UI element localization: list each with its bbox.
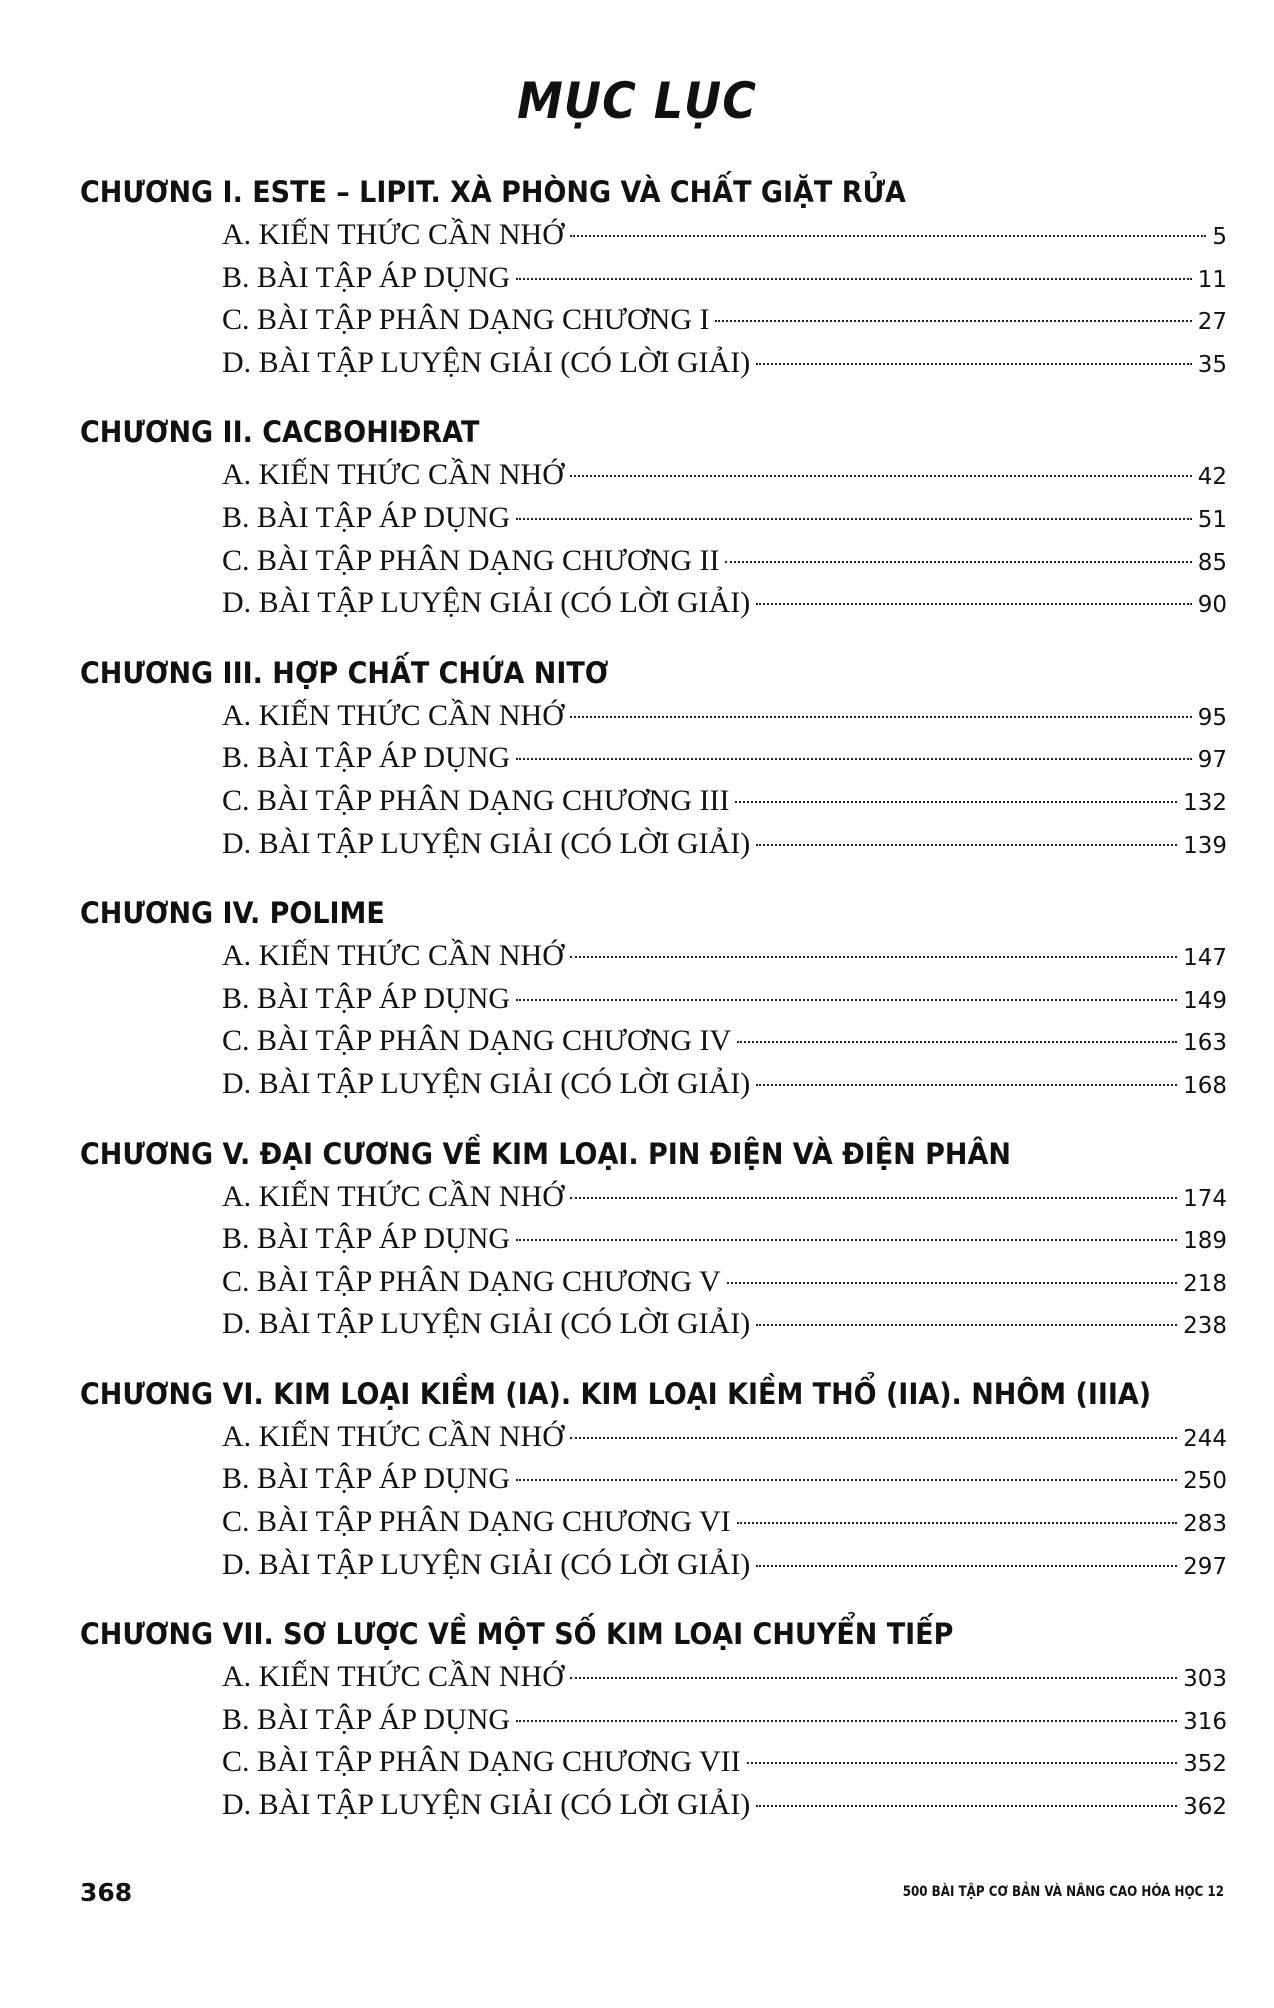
entry-page-number: 11 <box>1197 266 1227 293</box>
entry-page-number: 316 <box>1183 1708 1227 1735</box>
toc-entry[interactable] <box>222 1416 1227 1459</box>
toc-entry[interactable] <box>222 1501 1227 1544</box>
dot-leader <box>737 1041 1177 1043</box>
entry-label: A. KIẾN THỨC CẦN NHỚ <box>222 1179 564 1213</box>
toc-entry[interactable] <box>222 1458 1227 1501</box>
toc-entry[interactable] <box>222 1063 1227 1106</box>
entry-page-number: 244 <box>1183 1425 1227 1452</box>
entry-page-number: 168 <box>1183 1072 1227 1099</box>
dot-leader <box>570 475 1192 477</box>
entry-page-number: 218 <box>1183 1270 1227 1297</box>
chapter-heading: CHƯƠNG I. ESTE – LIPIT. XÀ PHÒNG VÀ CHẤT GIẶT RỬA <box>80 175 906 209</box>
entry-page-number: 238 <box>1183 1313 1227 1340</box>
entry-page-number: 283 <box>1183 1511 1227 1538</box>
toc-entry[interactable] <box>222 299 1227 342</box>
toc-entry[interactable] <box>222 1741 1227 1784</box>
dot-leader <box>570 235 1206 237</box>
entry-page-number: 51 <box>1197 506 1227 533</box>
toc-entry[interactable] <box>222 540 1227 583</box>
toc-entry[interactable] <box>222 497 1227 540</box>
entry-page-number: 189 <box>1183 1228 1227 1255</box>
entry-label: A. KIẾN THỨC CẦN NHỚ <box>222 1419 564 1453</box>
entry-label: A. KIẾN THỨC CẦN NHỚ <box>222 698 564 732</box>
entry-label: C. BÀI TẬP PHÂN DẠNG CHƯƠNG VII <box>222 1745 741 1779</box>
toc-entry[interactable] <box>222 695 1227 738</box>
entry-label: D. BÀI TẬP LUYỆN GIẢI (CÓ LỜI GIẢI) <box>222 1547 751 1581</box>
toc-entry[interactable] <box>222 1218 1227 1261</box>
table-of-contents <box>80 170 1230 1853</box>
entry-page-number: 5 <box>1212 224 1227 250</box>
dot-leader <box>735 801 1177 803</box>
chapter-6 <box>80 1372 1230 1586</box>
entry-label: B. BÀI TẬP ÁP DỤNG <box>222 260 511 294</box>
entry-label: C. BÀI TẬP PHÂN DẠNG CHƯƠNG IV <box>222 1024 732 1058</box>
entry-page-number: 139 <box>1183 832 1227 859</box>
dot-leader <box>570 1197 1177 1199</box>
toc-entry[interactable] <box>222 454 1227 497</box>
toc-entry[interactable] <box>222 214 1227 257</box>
toc-entry[interactable] <box>222 1656 1227 1699</box>
entry-label: B. BÀI TẬP ÁP DỤNG <box>222 1222 511 1256</box>
entry-page-number: 352 <box>1183 1751 1227 1778</box>
entry-page-number: 147 <box>1183 945 1227 972</box>
dot-leader <box>570 956 1177 958</box>
dot-leader <box>756 363 1191 365</box>
chapter-heading: CHƯƠNG VI. KIM LOẠI KIỀM (IA). KIM LOẠI KIỀM THỔ (IIA). NHÔM (IIIA) <box>80 1376 1152 1411</box>
footer-book-title: 500 BÀI TẬP CƠ BẢN VÀ NÂNG CAO HÓA HỌC 12 <box>902 1884 1224 1900</box>
toc-entry[interactable] <box>222 737 1227 780</box>
chapter-heading: CHƯƠNG IV. POLIME <box>80 896 385 931</box>
toc-entry[interactable] <box>222 257 1227 300</box>
chapter-1 <box>80 170 1230 384</box>
entry-label: D. BÀI TẬP LUYỆN GIẢI (CÓ LỜI GIẢI) <box>222 1066 751 1100</box>
toc-entry[interactable] <box>222 780 1227 823</box>
entry-label: B. BÀI TẬP ÁP DỤNG <box>222 741 511 775</box>
dot-leader <box>516 518 1192 520</box>
entry-label: A. KIẾN THỨC CẦN NHỚ <box>222 1660 564 1694</box>
entry-page-number: 163 <box>1183 1030 1227 1057</box>
footer-page-number: 368 <box>80 1878 133 1907</box>
entry-page-number: 250 <box>1183 1468 1227 1495</box>
entry-label: D. BÀI TẬP LUYỆN GIẢI (CÓ LỜI GIẢI) <box>222 826 751 860</box>
entry-label: A. KIẾN THỨC CẦN NHỚ <box>222 458 564 492</box>
entry-label: C. BÀI TẬP PHÂN DẠNG CHƯƠNG V <box>222 1264 721 1298</box>
dot-leader <box>756 1324 1177 1326</box>
dot-leader <box>756 1565 1177 1567</box>
chapter-2 <box>80 410 1230 624</box>
chapter-4 <box>80 891 1230 1105</box>
toc-entry[interactable] <box>222 1261 1227 1304</box>
entry-page-number: 149 <box>1183 987 1227 1014</box>
toc-entry[interactable] <box>222 823 1227 866</box>
dot-leader <box>756 844 1177 846</box>
toc-entry[interactable] <box>222 1544 1227 1587</box>
page-title: MỤC LỤC <box>517 72 757 130</box>
dot-leader <box>570 1677 1177 1679</box>
entry-page-number: 362 <box>1183 1794 1227 1821</box>
entry-label: D. BÀI TẬP LUYỆN GIẢI (CÓ LỜI GIẢI) <box>222 1307 751 1341</box>
entry-page-number: 97 <box>1197 747 1227 774</box>
toc-entry[interactable] <box>222 1303 1227 1346</box>
entry-label: B. BÀI TẬP ÁP DỤNG <box>222 981 511 1015</box>
entry-page-number: 42 <box>1197 464 1227 491</box>
dot-leader <box>756 603 1191 605</box>
chapter-heading: CHƯƠNG III. HỢP CHẤT CHỨA NITƠ <box>80 655 609 690</box>
dot-leader <box>725 561 1191 563</box>
entry-label: C. BÀI TẬP PHÂN DẠNG CHƯƠNG III <box>222 783 730 817</box>
dot-leader <box>737 1522 1178 1524</box>
chapter-3 <box>80 651 1230 865</box>
toc-entry[interactable] <box>222 978 1227 1021</box>
entry-label: C. BÀI TẬP PHÂN DẠNG CHƯƠNG VI <box>222 1505 731 1539</box>
dot-leader <box>516 758 1192 760</box>
toc-entry[interactable] <box>222 1699 1227 1742</box>
dot-leader <box>756 1805 1177 1807</box>
dot-leader <box>516 999 1177 1001</box>
entry-page-number: 85 <box>1197 549 1227 576</box>
dot-leader <box>756 1084 1177 1086</box>
entry-label: A. KIẾN THỨC CẦN NHỚ <box>222 218 564 251</box>
dot-leader <box>747 1762 1178 1764</box>
chapter-5 <box>80 1132 1230 1346</box>
entry-page-number: 35 <box>1197 351 1227 378</box>
toc-entry[interactable] <box>222 1784 1227 1827</box>
entry-label: C. BÀI TẬP PHÂN DẠNG CHƯƠNG I <box>222 303 710 337</box>
dot-leader <box>715 320 1191 322</box>
dot-leader <box>516 278 1192 280</box>
entry-label: D. BÀI TẬP LUYỆN GIẢI (CÓ LỜI GIẢI) <box>222 586 751 620</box>
entry-label: C. BÀI TẬP PHÂN DẠNG CHƯƠNG II <box>222 543 720 577</box>
dot-leader <box>727 1282 1177 1284</box>
entry-page-number: 95 <box>1197 704 1227 731</box>
entry-label: D. BÀI TẬP LUYỆN GIẢI (CÓ LỜI GIẢI) <box>222 345 751 379</box>
dot-leader <box>516 1239 1177 1241</box>
dot-leader <box>570 716 1192 718</box>
entry-label: B. BÀI TẬP ÁP DỤNG <box>222 500 511 534</box>
entry-page-number: 174 <box>1183 1185 1227 1212</box>
entry-label: B. BÀI TẬP ÁP DỤNG <box>222 1462 511 1496</box>
entry-page-number: 27 <box>1197 309 1227 336</box>
dot-leader <box>516 1720 1177 1722</box>
entry-label: A. KIẾN THỨC CẦN NHỚ <box>222 939 564 973</box>
chapter-7 <box>80 1612 1230 1826</box>
toc-entry[interactable] <box>222 1020 1227 1063</box>
toc-entry[interactable] <box>222 342 1227 385</box>
entry-page-number: 132 <box>1183 789 1227 816</box>
chapter-heading: CHƯƠNG V. ĐẠI CƯƠNG VỀ KIM LOẠI. PIN ĐIỆN VÀ ĐIỆN PHÂN <box>80 1136 1011 1171</box>
entry-page-number: 297 <box>1183 1553 1227 1580</box>
toc-entry[interactable] <box>222 1176 1227 1219</box>
entry-label: D. BÀI TẬP LUYỆN GIẢI (CÓ LỜI GIẢI) <box>222 1788 751 1822</box>
entry-page-number: 303 <box>1183 1666 1227 1693</box>
entry-page-number: 90 <box>1197 592 1227 619</box>
entry-label: B. BÀI TẬP ÁP DỤNG <box>222 1702 511 1736</box>
toc-entry[interactable] <box>222 935 1227 978</box>
dot-leader <box>570 1437 1177 1439</box>
chapter-heading: CHƯƠNG VII. SƠ LƯỢC VỀ MỘT SỐ KIM LOẠI CHUYỂN TIẾP <box>80 1617 954 1652</box>
chapter-heading: CHƯƠNG II. CACBOHIĐRAT <box>80 415 480 450</box>
toc-entry[interactable] <box>222 582 1227 625</box>
dot-leader <box>516 1479 1177 1481</box>
